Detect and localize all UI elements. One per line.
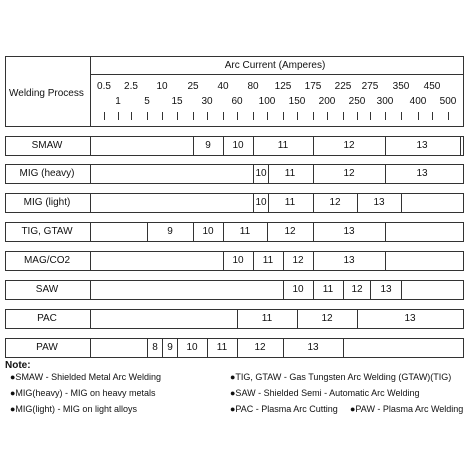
scale-top-label: 175 (304, 81, 322, 92)
scale-top-label: 450 (423, 81, 441, 92)
cell-value: 12 (254, 342, 266, 353)
cell-value: 12 (343, 140, 355, 151)
cell-value: 12 (292, 255, 304, 266)
arc-current-header: Arc Current (Amperes) (224, 60, 326, 71)
header-divider (90, 56, 91, 127)
scale-bottom-label: 1 (115, 96, 121, 107)
note-item: ●MIG(light) - MIG on light alloys (10, 404, 137, 414)
scale-top-label: 0.5 (97, 81, 111, 92)
scale-bottom-label: 60 (231, 96, 243, 107)
cell-value: 9 (205, 140, 211, 151)
scale-top-label: 225 (334, 81, 352, 92)
cell-value: 10 (255, 197, 267, 208)
scale-bottom-label: 150 (288, 96, 306, 107)
cell-value: 13 (404, 313, 416, 324)
note-item: ●PAC - Plasma Arc Cutting (230, 404, 338, 414)
cell-value: 10 (186, 342, 198, 353)
process-label: TIG, GTAW (21, 226, 73, 237)
scale-bottom-label: 200 (318, 96, 336, 107)
note-item: ●SMAW - Shielded Metal Arc Welding (10, 372, 161, 382)
cell-value: 10 (232, 255, 244, 266)
note-item: ●TIG, GTAW - Gas Tungsten Arc Welding (GTAW)(TIG) (230, 372, 452, 382)
scale-top-label: 350 (392, 81, 410, 92)
cell-value: 13 (380, 284, 392, 295)
cell-value: 13 (373, 197, 385, 208)
scale-top-label: 2.5 (124, 81, 138, 92)
header-separator (90, 74, 464, 75)
cell-value: 11 (216, 342, 228, 353)
process-label: MIG (heavy) (19, 168, 75, 179)
cell-value: 13 (343, 255, 355, 266)
cell-value: 11 (277, 140, 289, 151)
scale-bottom-label: 30 (201, 96, 213, 107)
cell-value: 12 (329, 197, 341, 208)
scale-bottom-label: 100 (258, 96, 276, 107)
scale-top-label: 40 (217, 81, 229, 92)
process-label: MAG/CO2 (23, 255, 71, 266)
cell-value: 12 (284, 226, 296, 237)
scale-top-label: 10 (156, 81, 168, 92)
scale-bottom-label: 5 (144, 96, 150, 107)
process-label: SMAW (31, 140, 63, 151)
cell-value: 11 (239, 226, 251, 237)
cell-value: 8 (152, 342, 158, 353)
cell-value: 12 (343, 168, 355, 179)
cell-value: 11 (262, 255, 274, 266)
cell-value: 9 (167, 226, 173, 237)
scale-bottom-label: 300 (376, 96, 394, 107)
scale-bottom-label: 15 (171, 96, 183, 107)
welding-process-header: Welding Process (9, 88, 84, 99)
scale-top-label: 275 (361, 81, 379, 92)
cell-value: 11 (322, 284, 334, 295)
cell-value: 10 (255, 168, 267, 179)
cell-value: 9 (167, 342, 173, 353)
cell-value: 11 (261, 313, 273, 324)
process-label: MIG (light) (23, 197, 71, 208)
scale-top-label: 25 (187, 81, 199, 92)
scale-top-label: 125 (274, 81, 292, 92)
cell-value: 12 (321, 313, 333, 324)
scale-bottom-label: 250 (348, 96, 366, 107)
note-item: ●MIG(heavy) - MIG on heavy metals (10, 388, 156, 398)
notes-title: Note: (5, 360, 31, 371)
cell-value: 11 (284, 197, 296, 208)
note-item: ●SAW - Shielded Semi - Automatic Arc Welding (230, 388, 420, 398)
cell-value: 13 (416, 140, 428, 151)
scale-bottom-label: 500 (439, 96, 457, 107)
cell-value: 10 (202, 226, 214, 237)
process-label: PAW (36, 342, 58, 353)
cell-value: 11 (284, 168, 296, 179)
note-item: ●PAW - Plasma Arc Welding (350, 404, 464, 414)
scale-top-label: 80 (247, 81, 259, 92)
scale-bottom-label: 400 (409, 96, 427, 107)
cell-value: 10 (292, 284, 304, 295)
cell-value: 13 (343, 226, 355, 237)
cell-value: 13 (416, 168, 428, 179)
cell-value: 10 (232, 140, 244, 151)
cell-value: 12 (351, 284, 363, 295)
process-label: SAW (35, 284, 59, 295)
cell-value: 13 (307, 342, 319, 353)
process-label: PAC (37, 313, 57, 324)
